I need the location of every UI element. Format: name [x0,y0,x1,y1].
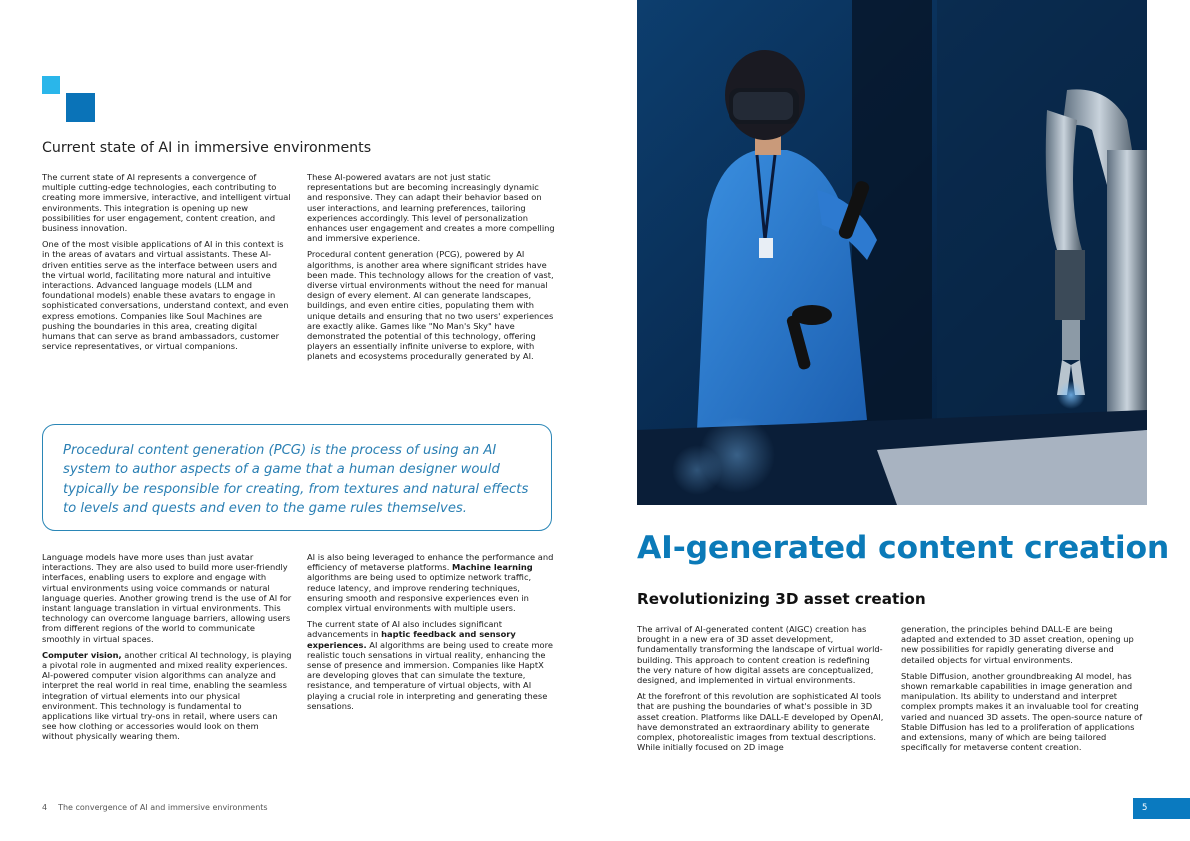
footer-page-number: 4 [42,803,48,812]
paragraph: At the forefront of this revolution are sophisticated AI tools that are pushing the boundaries of what's possible in 3D asset creation. Platforms like DALL-E developed by OpenAI, have demonstrated an extraordinary ability to generate complex, photorealistic images from textual descriptions. While initially focused on 2D image [637,691,884,753]
paragraph: generation, the principles behind DALL-E are being adapted and extended to 3D asset creation, opening up new possibilities for rapidly generating diverse and detailed objects for virtual environments. [901,624,1134,665]
section-title: Current state of AI in immersive environments [42,140,372,156]
bold-term: Machine learning [451,562,533,573]
hero-photo-vr-robot [637,0,1147,505]
decor-square-light [42,76,60,94]
right-col1 [637,624,885,758]
paragraph: AI is also being leveraged to enhance the performance and efficiency of metaverse platforms. Machine learning algorithms are being used to optimize network traffic, reduce latency, and improve rendering techniques, ensuring smooth and responsive experiences even in complex virtual environments with multiple users. [307,552,554,614]
page-number-tab [1133,798,1190,819]
paragraph: These AI-powered avatars are not just static representations but are becoming increasingly dynamic and responsive. They can adapt their behavior based on user interactions, and learning preferences, tailoring experiences accordingly. This level of personalization enhances user engagement and creates a more compelling and immersive experience. [307,172,555,244]
left-col1-top [42,172,292,357]
paragraph: Computer vision, another critical AI technology, is playing a pivotal role in augmented and mixed reality experiences. AI-powered computer vision algorithms can analyze and interpret the real world in real time, enabling the seamless integration of virtual elements into our physical environment. This technology is fundamental to applications like virtual try-ons in retail, where users can see how clothing or accessories would look on them without physically wearing them. [42,649,292,742]
decor-square-dark [66,93,95,122]
footer-title: The convergence of AI and immersive environments [58,803,268,812]
footer [42,803,268,812]
bold-term: Computer vision, [42,649,122,660]
left-col2-top [307,172,555,368]
paragraph: The current state of AI also includes significant advancements in haptic feedback and sensory experiences. AI algorithms are being used to create more realistic touch sensations in virtual reality, enhancing the sense of presence and immersion. Companies like HaptX are developing gloves that can simulate the texture, resistance, and temperature of virtual objects, with AI playing a crucial role in interpreting and generating these sensations. [307,619,553,711]
page-title: AI-generated content creation [637,530,1170,566]
left-col2-bottom [307,552,555,717]
page-number: 5 [1142,803,1148,813]
page-subtitle: Revolutionizing 3D asset creation [637,590,926,608]
paragraph: Language models have more uses than just avatar interactions. They are also used to build more user-friendly interfaces, enabling users to explore and engage with virtual environments using voice commands or natural language queries. Another growing trend is the use of AI for instant language translation in virtual environments. This technology can overcome language barriers, allowing users from different regions of the world to communicate smoothly in virtual spaces. [42,552,292,644]
paragraph: The current state of AI represents a convergence of multiple cutting-edge technologies, each contributing to creating more immersive, interactive, and intelligent virtual environments. This integration is opening up new possibilities for user engagement, content creation, and business innovation. [42,172,291,234]
pull-quote-text: Procedural content generation (PCG) is the process of using an AI system to author aspects of a game that a human designer would typically be responsible for creating, from textures and natural effects to levels and quests and even to the game rules themselves. [63,443,529,517]
paragraph: Stable Diffusion, another groundbreaking AI model, has shown remarkable capabilities in image generation and manipulation. Its ability to understand and interpret complex prompts makes it an invaluable tool for creating varied and nuanced 3D assets. The open-source nature of Stable Diffusion has led to a proliferation of applications and extensions, many of which are being tailored specifically for metaverse content creation. [901,670,1143,753]
paragraph: One of the most visible applications of AI in this context is in the areas of avatars and virtual assistants. These AI-driven entities serve as the interface between users and the virtual world, facilitating more natural and intuitive interactions. Advanced language models (LLM and foundational models) enable these avatars to engage in sophisticated conversations, understand context, and even express emotions. Companies like Soul Machines are pushing the boundaries in this area, creating digital humans that can serve as brand ambassadors, customer service representatives, or virtual companions. [42,239,289,352]
right-col2 [901,624,1147,758]
pull-quote-box [42,424,552,531]
vr-robot-illustration [637,0,1147,505]
paragraph: Procedural content generation (PCG), powered by AI algorithms, is another area where significant strides have been made. This technology allows for the creation of vast, diverse virtual environments without the need for manual design of every element. AI can generate landscapes, buildings, and even entire cities, populating them with unique details and ensuring that no two users' experiences are exactly alike. Games like "No Man's Sky" have demonstrated the potential of this technology, offering players an essentially infinite universe to explore, with planets and ecosystems procedurally generated by AI. [307,249,554,362]
bold-term: haptic feedback and sensory experiences. [307,629,516,650]
left-col1-bottom [42,552,292,748]
paragraph: The arrival of AI-generated content (AIGC) creation has brought in a new era of 3D asset development, fundamentally transforming the landscape of virtual world-building. This approach to content creation is redefining the very nature of how digital assets are conceptualized, designed, and implemented in virtual environments. [637,624,883,686]
